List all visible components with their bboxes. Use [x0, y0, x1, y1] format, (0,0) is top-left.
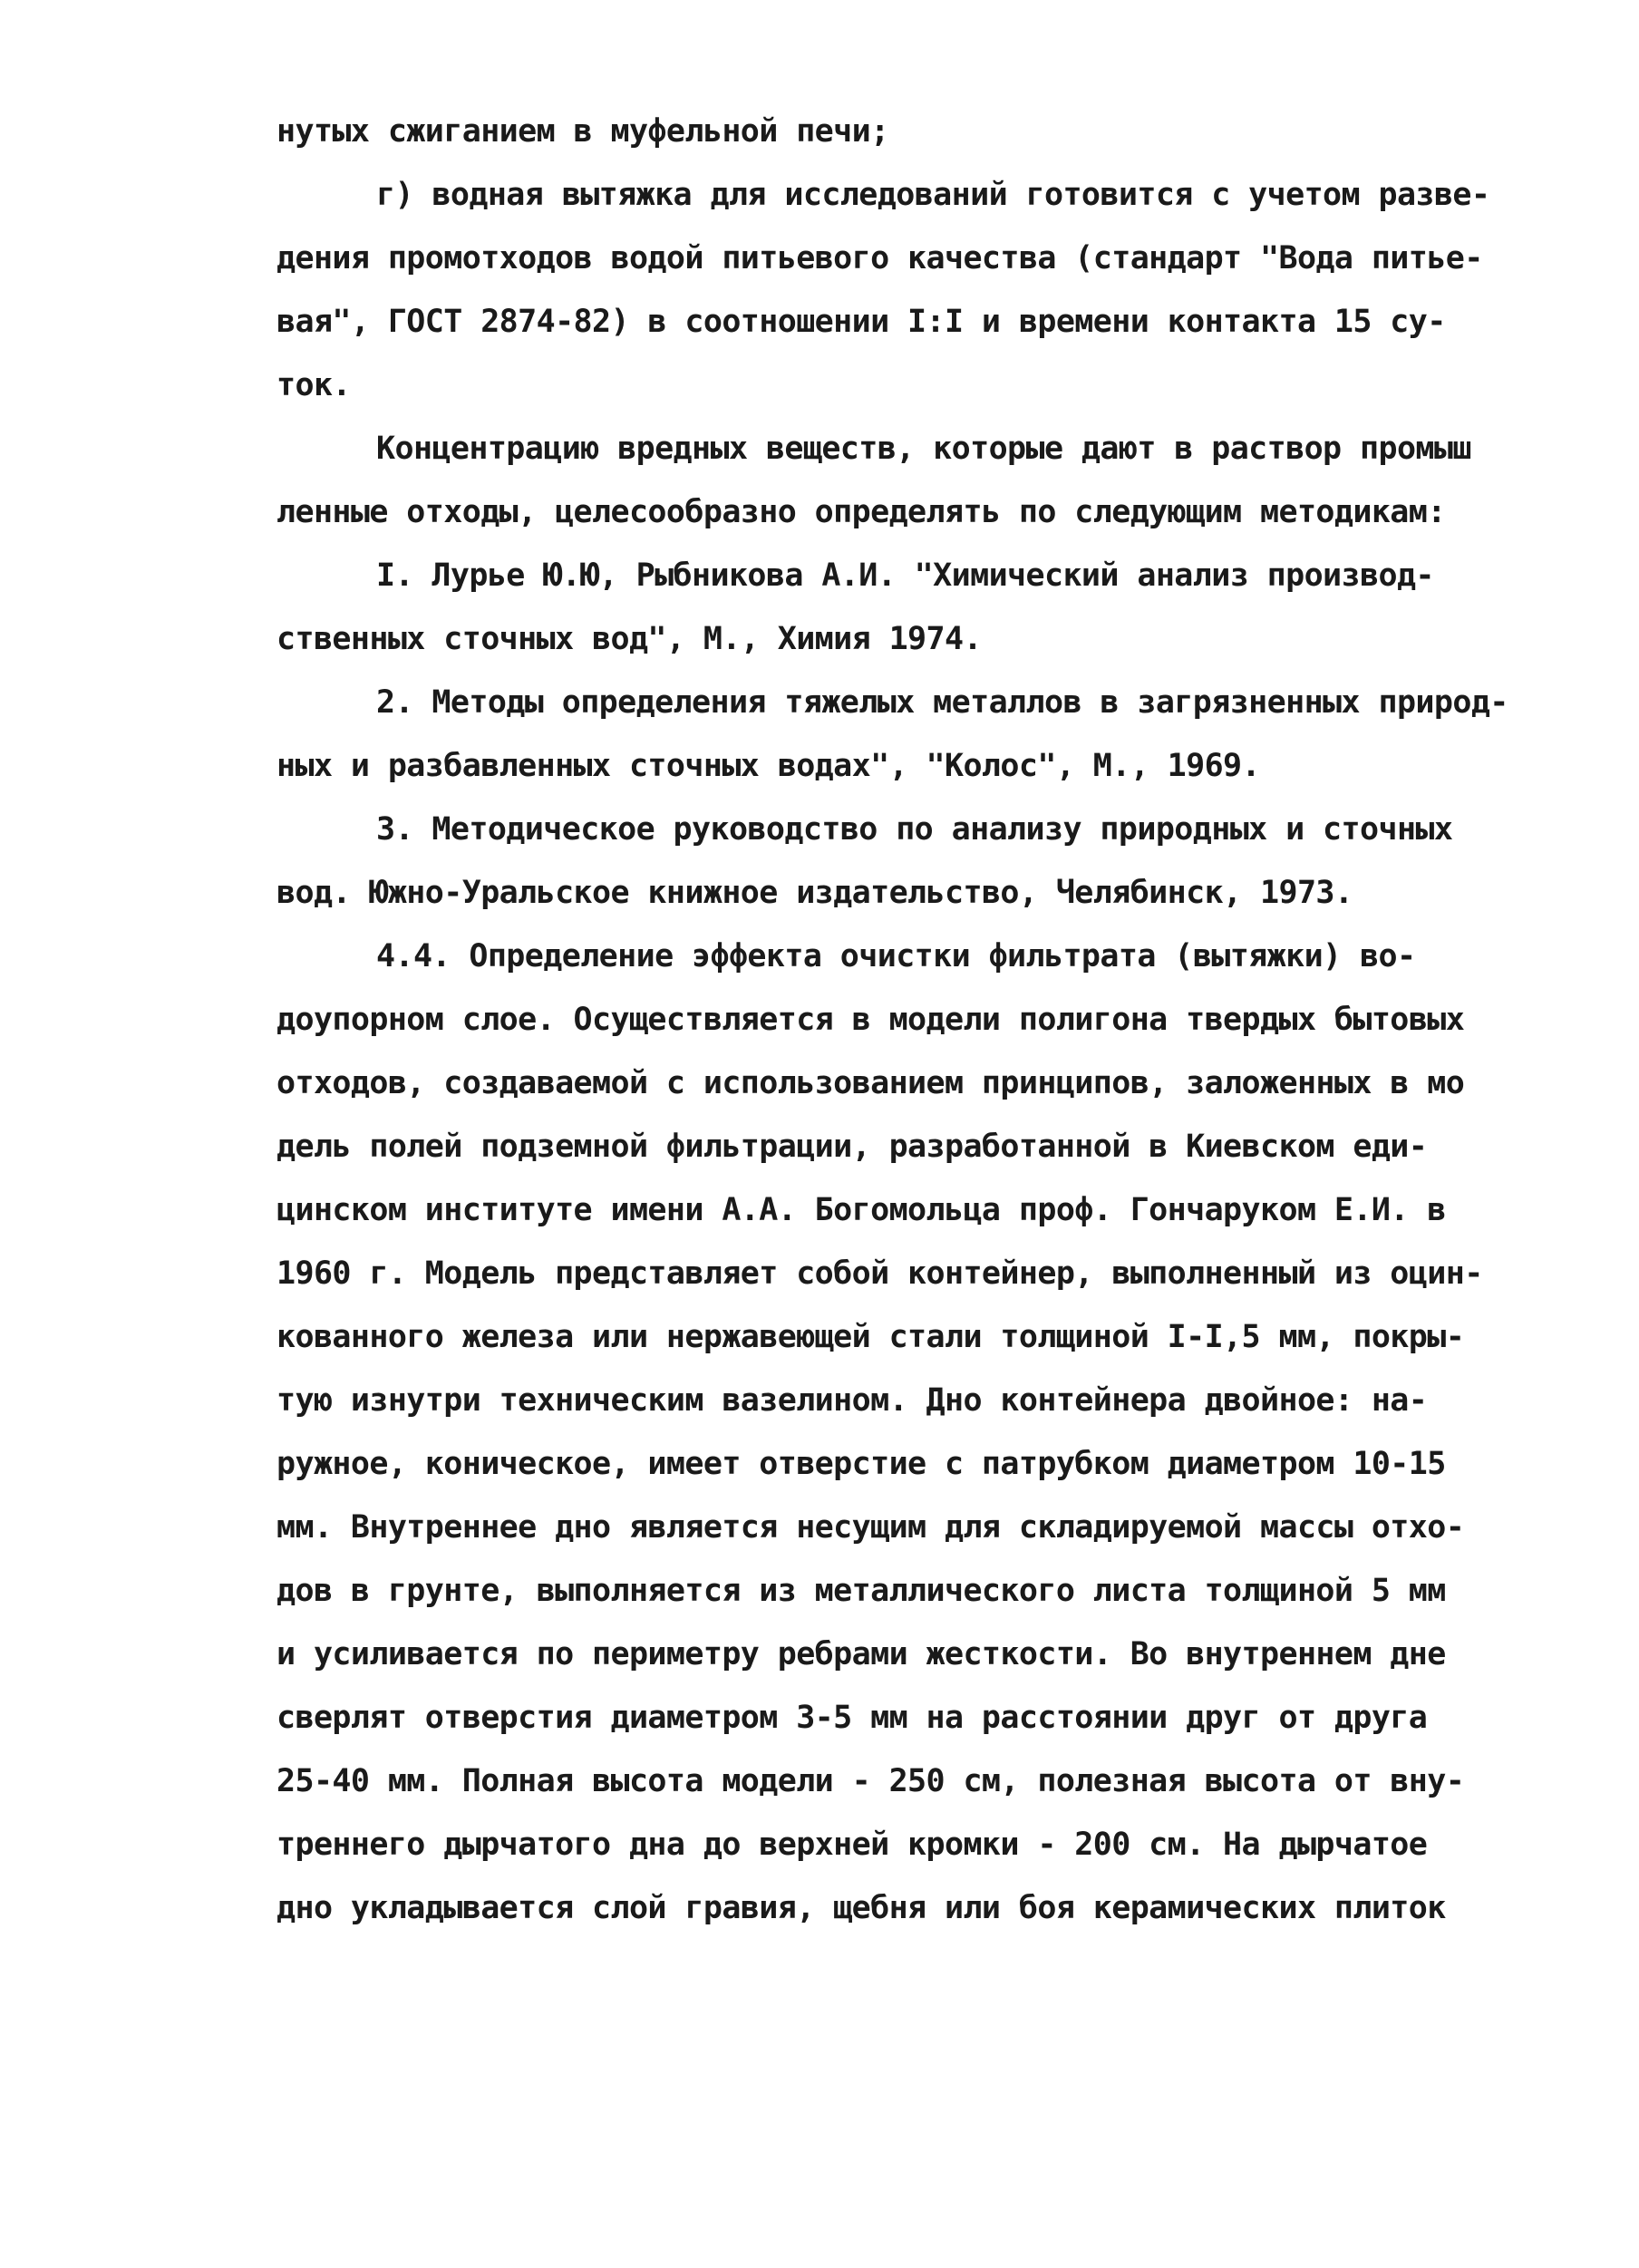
- text-line: доупорном слое. Осуществляется в модели полигона твердых бытовых: [276, 1002, 1465, 1038]
- document-body: [276, 100, 1537, 1940]
- text-line: дов в грунте, выполняется из металлического листа толщиной 5 мм: [276, 1573, 1446, 1609]
- text-line: тую изнутри техническим вазелином. Дно контейнера двойное: на-: [276, 1382, 1428, 1419]
- text-line: ток.: [276, 367, 351, 403]
- text-line: ружное, коническое, имеет отверстие с патрубком диаметром 10-15: [276, 1446, 1446, 1482]
- text-line: дно укладывается слой гравия, щебня или боя керамических плиток: [276, 1890, 1446, 1926]
- text-line: 2. Методы определения тяжелых металлов в загрязненных природ-: [376, 684, 1508, 721]
- text-line: 3. Методическое руководство по анализу природных и сточных: [376, 811, 1453, 848]
- text-line: 4.4. Определение эффекта очистки фильтрата (вытяжки) во-: [376, 938, 1416, 974]
- text-line: вая", ГОСТ 2874-82) в соотношении I:I и времени контакта 15 су-: [276, 304, 1446, 340]
- text-line: 25-40 мм. Полная высота модели - 250 см, полезная высота от вну-: [276, 1763, 1465, 1799]
- text-line: ленные отходы, целесообразно определять по следующим методикам:: [276, 494, 1446, 530]
- text-line: дения промотходов водой питьевого качества (стандарт "Вода питье-: [276, 240, 1483, 276]
- text-line: дель полей подземной фильтрации, разработанной в Киевском еди-: [276, 1129, 1428, 1165]
- text-line: I. Лурье Ю.Ю, Рыбникова А.И. "Химический анализ производ-: [376, 557, 1434, 594]
- text-line: Концентрацию вредных веществ, которые дают в раствор промыш: [376, 431, 1471, 467]
- text-line: г) водная вытяжка для исследований готовится с учетом разве-: [376, 177, 1490, 213]
- text-line: нутых сжиганием в муфельной печи;: [276, 113, 889, 150]
- text-line: отходов, создаваемой с использованием принципов, заложенных в мо: [276, 1065, 1465, 1101]
- text-line: кованного железа или нержавеющей стали толщиной I-I,5 мм, покры-: [276, 1319, 1465, 1355]
- text-line: треннего дырчатого дна до верхней кромки - 200 см. На дырчатое: [276, 1827, 1428, 1863]
- text-line: ных и разбавленных сточных водах", "Колос", М., 1969.: [276, 748, 1261, 784]
- text-line: ственных сточных вод", М., Химия 1974.: [276, 621, 982, 657]
- text-line: мм. Внутреннее дно является несущим для складируемой массы отхо-: [276, 1509, 1465, 1546]
- text-line: сверлят отверстия диаметром 3-5 мм на расстоянии друг от друга: [276, 1700, 1428, 1736]
- text-line: вод. Южно-Уральское книжное издательство, Челябинск, 1973.: [276, 875, 1353, 911]
- text-line: цинском институте имени А.А. Богомольца проф. Гончаруком Е.И. в: [276, 1192, 1446, 1228]
- text-line: и усиливается по периметру ребрами жесткости. Во внутреннем дне: [276, 1636, 1446, 1672]
- text-line: 1960 г. Модель представляет собой контейнер, выполненный из оцин-: [276, 1255, 1483, 1292]
